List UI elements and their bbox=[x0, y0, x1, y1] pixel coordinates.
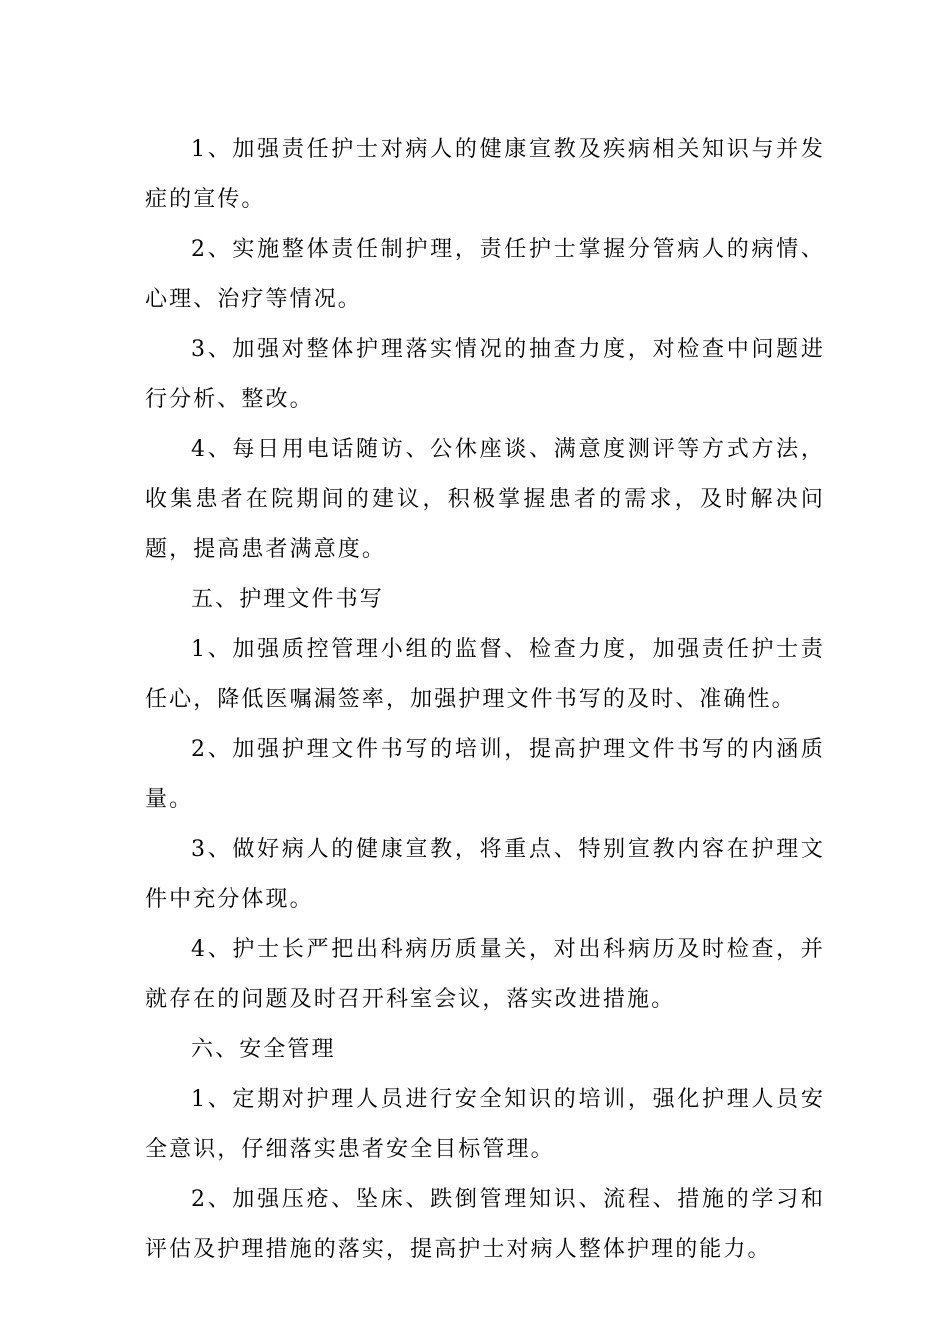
paragraph-4: 4、每日用电话随访、公休座谈、满意度测评等方式方法，收集患者在院期间的建议，积极掌握患者的需求，及时解决问题，提高患者满意度。 bbox=[145, 437, 825, 562]
paragraph-2: 2、实施整体责任制护理，责任护士掌握分管病人的病情、心理、治疗等情况。 bbox=[145, 237, 825, 312]
paragraph-1: 1、加强责任护士对病人的健康宣教及疾病相关知识与并发症的宣传。 bbox=[145, 137, 825, 212]
section-heading-6: 六、安全管理 bbox=[191, 1037, 336, 1062]
paragraph-5-2: 2、加强护理文件书写的培训，提高护理文件书写的内涵质量。 bbox=[145, 737, 825, 812]
section-heading-5: 五、护理文件书写 bbox=[191, 587, 384, 612]
paragraph-6-2: 2、加强压疮、坠床、跌倒管理知识、流程、措施的学习和评估及护理措施的落实，提高护士对病人整体护理的能力。 bbox=[145, 1187, 825, 1262]
paragraph-3: 3、加强对整体护理落实情况的抽查力度，对检查中问题进行分析、整改。 bbox=[145, 337, 825, 412]
document-page bbox=[145, 125, 825, 1275]
paragraph-5-4: 4、护士长严把出科病历质量关，对出科病历及时检查，并就存在的问题及时召开科室会议，落实改进措施。 bbox=[145, 937, 825, 1012]
paragraph-5-1: 1、加强质控管理小组的监督、检查力度，加强责任护士责任心，降低医嘱漏签率，加强护理文件书写的及时、准确性。 bbox=[145, 637, 825, 712]
paragraph-5-3: 3、做好病人的健康宣教，将重点、特别宣教内容在护理文件中充分体现。 bbox=[145, 837, 825, 912]
paragraph-6-1: 1、定期对护理人员进行安全知识的培训，强化护理人员安全意识，仔细落实患者安全目标管理。 bbox=[145, 1087, 825, 1162]
